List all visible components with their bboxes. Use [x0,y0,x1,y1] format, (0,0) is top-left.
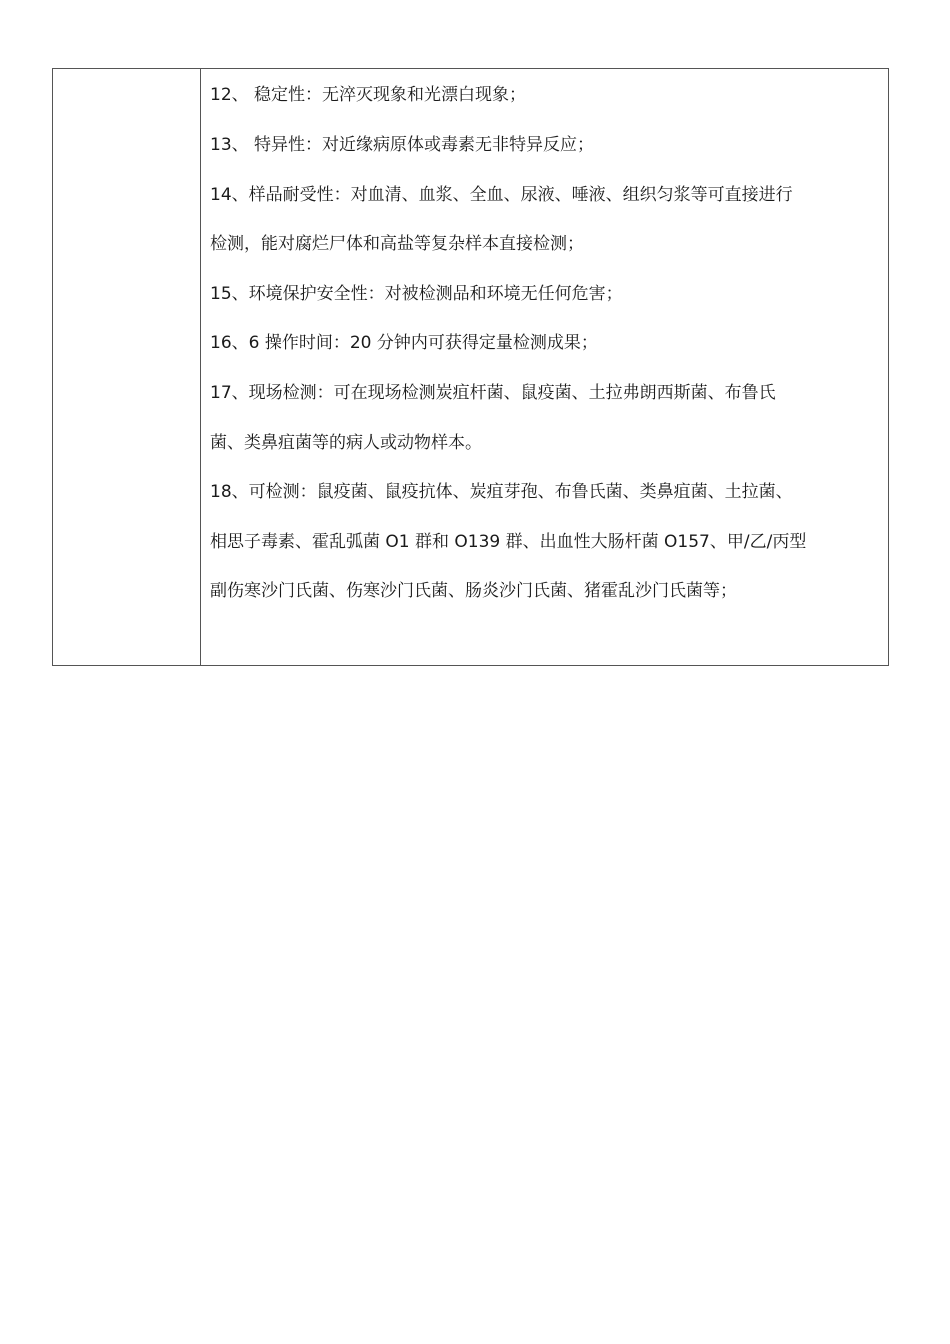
spec-table [52,68,889,666]
spec-line-field-detection: 17、现场检测：可在现场检测炭疽杆菌、鼠疫菌、土拉弗朗西斯菌、布鲁氏 [210,382,776,403]
spec-line-environmental-safety: 15、环境保护安全性：对被检测品和环境无任何危害； [210,283,623,304]
spec-line-specificity: 13、 特异性：对近缘病原体或毒素无非特异反应； [210,135,595,155]
spec-line-operation-time: 16、6 操作时间：20 分钟内可获得定量检测成果； [210,333,598,354]
table-left-cell [53,69,201,665]
spec-line-stability: 12、 稳定性：无淬灭现象和光漂白现象； [210,85,527,105]
spec-line-sample-tolerance-cont: 检测，能对腐烂尸体和高盐等复杂样本直接检测； [210,234,584,255]
spec-line-detectable-cont-1: 相思子毒素、霍乱弧菌 O1 群和 O139 群、出血性大肠杆菌 O157、甲/乙/丙型 [210,531,807,552]
table-right-cell [201,69,888,665]
spec-line-sample-tolerance: 14、样品耐受性：对血清、血浆、全血、尿液、唾液、组织匀浆等可直接进行 [210,184,793,205]
spec-line-detectable-cont-2: 副伤寒沙门氏菌、伤寒沙门氏菌、肠炎沙门氏菌、猪霍乱沙门氏菌等； [210,581,737,602]
spec-line-detectable: 18、可检测：鼠疫菌、鼠疫抗体、炭疽芽孢、布鲁氏菌、类鼻疽菌、土拉菌、 [210,482,793,503]
spec-line-field-detection-cont: 菌、类鼻疽菌等的病人或动物样本。 [210,432,482,453]
